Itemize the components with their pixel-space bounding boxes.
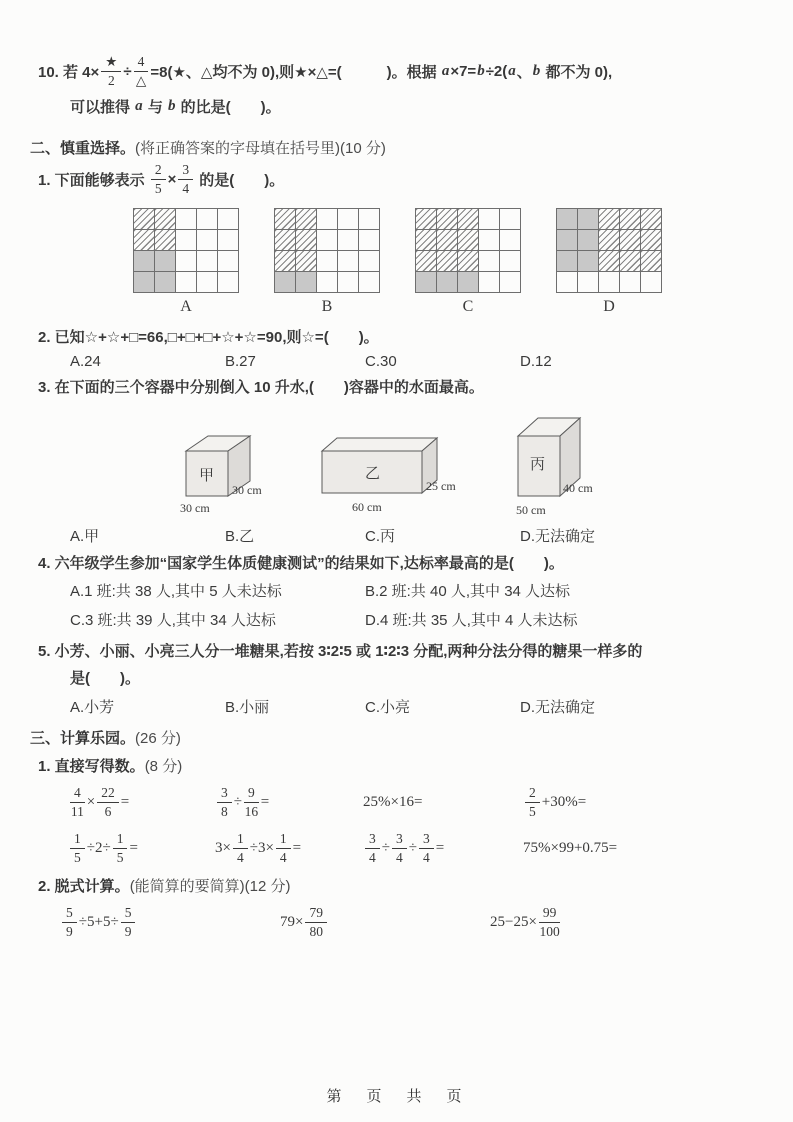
calc-expression — [215, 831, 363, 865]
fraction-grids-figure — [133, 208, 765, 316]
grid-a — [133, 208, 239, 293]
fraction-denominator: 6 — [104, 803, 112, 819]
math-text: 的比是( )。 — [176, 99, 281, 117]
grid-cell-gray — [155, 251, 176, 272]
math-text: ÷2÷ — [86, 839, 111, 856]
option-c: C.丙 — [365, 528, 396, 546]
grid-cell-white — [317, 209, 338, 230]
grid-cell-gray — [437, 272, 458, 293]
fraction-numerator: 3 — [178, 162, 193, 180]
grid-cell-gray — [155, 272, 176, 293]
fraction-numerator: 4 — [70, 785, 85, 803]
grid-cell-white — [500, 230, 521, 251]
math-variable: b — [168, 98, 176, 115]
math-text: = — [292, 839, 302, 856]
fraction-denominator: 4 — [422, 849, 430, 865]
question-5-stem-line2: 是( )。 — [70, 670, 140, 688]
grid-cell-white — [317, 272, 338, 293]
math-text: 10. 若 4× — [38, 63, 100, 81]
fraction-numerator: 2 — [525, 785, 540, 803]
question-4-options — [70, 580, 765, 630]
math-text: 与 — [143, 99, 168, 117]
math-text: = — [129, 839, 138, 856]
fraction — [70, 785, 85, 819]
grid-cell-hatched — [620, 209, 641, 230]
section-2-title — [30, 137, 765, 158]
grid-cell-white — [641, 272, 662, 293]
box-top-face — [322, 438, 437, 451]
grid-cell-white — [197, 251, 218, 272]
grid-cell-gray — [557, 209, 578, 230]
option-d: D.无法确定 — [520, 528, 596, 546]
grid-cell-white — [176, 230, 197, 251]
math-variable: b — [532, 62, 541, 79]
math-text: 25%×16= — [363, 793, 423, 810]
math-variable: a — [441, 62, 450, 79]
grid-cell-white — [218, 209, 239, 230]
grid-cell-white — [197, 230, 218, 251]
fraction-numerator: 5 — [62, 905, 77, 923]
grid-cell-hatched — [458, 209, 479, 230]
section-3-title-main: 三、计算乐园。 — [30, 730, 136, 748]
math-text: 、 — [516, 63, 532, 81]
mental-calc-row-2 — [68, 828, 765, 868]
fraction-denominator: 9 — [66, 923, 73, 939]
question-3-stem: 3. 在下面的三个容器中分别倒入 10 升水,( )容器中的水面最高。 — [38, 379, 484, 397]
math-text: ÷2( — [485, 62, 508, 80]
grid-cell-gray — [578, 251, 599, 272]
fraction-denominator: 5 — [154, 180, 162, 196]
fraction-numerator: 3 — [217, 785, 232, 803]
grid-cell-white — [338, 251, 359, 272]
fraction-denominator: 100 — [539, 923, 560, 939]
grid-c — [415, 208, 521, 293]
fraction-denominator: 4 — [182, 180, 190, 196]
math-text: +30%= — [541, 793, 587, 810]
fraction — [419, 831, 434, 865]
fraction-denominator: 4 — [236, 849, 244, 865]
fraction-denominator: 9 — [124, 923, 132, 939]
grid-cell-white — [500, 272, 521, 293]
math-text: ÷ — [381, 839, 390, 856]
container-bing-width: 50 cm — [516, 503, 546, 518]
grid-cell-gray — [134, 251, 155, 272]
grid-cell-hatched — [599, 209, 620, 230]
option-d: D.4 班:共 35 人,其中 4 人未达标 — [365, 612, 578, 630]
section-2-title-main: 二、慎重选择。 — [30, 140, 136, 158]
fraction — [392, 831, 407, 865]
grid-cell-white — [500, 251, 521, 272]
grid-a-label: A — [180, 298, 192, 316]
grid-cell-white — [578, 272, 599, 293]
subsection-2-title-main: 2. 脱式计算。 — [38, 878, 130, 896]
math-text: ÷5+5÷ — [78, 913, 119, 930]
written-calc-row — [60, 901, 765, 943]
container-bing — [516, 418, 593, 517]
math-text: 可以推得 — [70, 99, 135, 117]
option-b: B.27 — [225, 353, 256, 371]
grid-cell-white — [218, 272, 239, 293]
grid-cell-gray — [557, 230, 578, 251]
math-text: 的是( )。 — [195, 171, 285, 189]
grid-cell-white — [599, 272, 620, 293]
container-bing-depth: 40 cm — [563, 481, 593, 496]
grid-cell-gray — [578, 209, 599, 230]
grid-cell-white — [479, 209, 500, 230]
grid-cell-gray — [578, 230, 599, 251]
page-footer: 第 页 共 页 — [326, 1088, 467, 1105]
container-yi-depth: 25 cm — [426, 479, 456, 494]
calc-expression — [280, 905, 490, 939]
question-5-stem-line1: 5. 小芳、小丽、小亮三人分一堆糖果,若按 3∶2∶5 或 1∶2∶3 分配,两种分法分得的糖果一样多的 — [38, 643, 643, 661]
fraction — [151, 162, 166, 196]
fraction — [62, 905, 77, 939]
calc-expression — [523, 785, 765, 819]
fraction-numerator: 4 — [134, 54, 149, 72]
fraction-denominator: 5 — [116, 849, 124, 865]
fraction — [101, 54, 121, 88]
grid-cell-hatched — [437, 209, 458, 230]
grid-cell-hatched — [641, 209, 662, 230]
container-yi — [322, 438, 456, 514]
subsection-1-title-note: (8 分) — [144, 758, 183, 776]
math-text: 25−25× — [490, 913, 537, 930]
grid-cell-white — [317, 230, 338, 251]
fraction-numerator: 99 — [539, 905, 561, 923]
question-3-options — [70, 525, 765, 546]
math-text: = — [260, 793, 270, 810]
fraction — [113, 831, 128, 865]
grid-b-label: B — [321, 298, 333, 316]
grid-cell-hatched — [134, 209, 155, 230]
fraction — [134, 54, 149, 88]
math-variable: a — [508, 62, 516, 79]
grid-cell-hatched — [599, 230, 620, 251]
grid-cell-hatched — [296, 230, 317, 251]
fraction-numerator: 1 — [113, 831, 128, 849]
option-c: C.30 — [365, 353, 397, 371]
fraction-numerator: 22 — [97, 785, 119, 803]
grid-cell-hatched — [458, 230, 479, 251]
fraction — [244, 785, 259, 819]
container-jia-name: 甲 — [199, 468, 215, 485]
calc-expression — [60, 905, 280, 939]
option-b: B.乙 — [225, 528, 255, 546]
question-5-options — [70, 696, 765, 717]
math-text: =8(★、△均不为 0),则★×△=( )。根据 — [150, 63, 441, 81]
grid-cell-hatched — [641, 251, 662, 272]
option-a: A.甲 — [70, 528, 100, 546]
option-a: A.小芳 — [70, 699, 115, 717]
math-text: × — [167, 170, 177, 188]
math-text: × — [86, 793, 96, 810]
grid-cell-white — [620, 272, 641, 293]
question-10-line1 — [38, 54, 765, 88]
fraction — [121, 905, 136, 939]
fraction-numerator: 79 — [305, 905, 327, 923]
calc-expression — [68, 831, 215, 865]
math-text: 都不为 0), — [541, 63, 613, 81]
math-text: ÷ — [123, 62, 132, 80]
calc-expression — [363, 831, 523, 865]
fraction-numerator: 5 — [121, 905, 136, 923]
question-1-stem — [38, 162, 765, 196]
container-yi-name: 乙 — [365, 466, 381, 483]
grid-cell-hatched — [458, 251, 479, 272]
calc-expression — [215, 785, 363, 819]
grid-cell-hatched — [155, 209, 176, 230]
fraction — [276, 831, 291, 865]
fraction-denominator: 4 — [395, 849, 403, 865]
container-yi-width: 60 cm — [352, 500, 382, 515]
option-b: B.小丽 — [225, 699, 270, 717]
grid-cell-white — [479, 272, 500, 293]
grid-cell-hatched — [599, 251, 620, 272]
grid-cell-white — [197, 209, 218, 230]
math-text: ÷3× — [249, 839, 274, 856]
grid-cell-hatched — [275, 230, 296, 251]
question-2-stem: 2. 已知☆+☆+□=66,□+□+□+☆+☆=90,则☆=( )。 — [38, 329, 379, 347]
grid-d-label: D — [603, 298, 615, 316]
math-variable: a — [135, 98, 143, 115]
grid-cell-white — [197, 272, 218, 293]
subsection-2-title-note: (能简算的要简算)(12 分) — [129, 878, 291, 896]
section-3-title-note: (26 分) — [135, 730, 181, 748]
grid-cell-hatched — [275, 209, 296, 230]
math-text: 3× — [215, 839, 231, 856]
fraction-denominator: 4 — [279, 849, 287, 865]
grid-cell-white — [317, 251, 338, 272]
grid-cell-hatched — [155, 230, 176, 251]
grid-cell-white — [500, 209, 521, 230]
calc-expression — [523, 840, 765, 857]
grid-cell-gray — [557, 251, 578, 272]
section-2-title-note: (将正确答案的字母填在括号里)(10 分) — [135, 140, 386, 158]
grid-cell-hatched — [416, 251, 437, 272]
calc-expression — [490, 905, 765, 939]
fraction-denominator: 11 — [70, 803, 84, 819]
fraction — [365, 831, 380, 865]
grid-cell-white — [338, 230, 359, 251]
fraction — [217, 785, 232, 819]
math-text: = — [435, 839, 445, 856]
math-text: 1. 下面能够表示 — [38, 171, 149, 189]
grid-cell-white — [338, 209, 359, 230]
question-10-line2 — [70, 96, 765, 117]
fraction-numerator: 3 — [392, 831, 407, 849]
fraction-numerator: 1 — [233, 831, 248, 849]
grid-cell-gray — [134, 272, 155, 293]
math-text: 75%×99+0.75= — [523, 839, 618, 856]
option-b: B.2 班:共 40 人,其中 34 人达标 — [365, 583, 571, 601]
container-jia — [180, 436, 262, 515]
fraction-denominator: 2 — [107, 72, 115, 88]
subsection-1-title — [38, 755, 765, 776]
grid-cell-white — [176, 272, 197, 293]
calc-expression — [363, 794, 523, 811]
fraction — [97, 785, 119, 819]
option-d: D.无法确定 — [520, 699, 596, 717]
fraction — [525, 785, 540, 819]
grid-cell-white — [176, 209, 197, 230]
grid-cell-white — [479, 251, 500, 272]
grid-cell-white — [359, 230, 380, 251]
math-variable: b — [477, 62, 485, 79]
grid-cell-hatched — [134, 230, 155, 251]
math-text: ÷ — [233, 793, 242, 810]
fraction-denominator: 4 — [369, 849, 376, 865]
fraction-numerator: 9 — [244, 785, 259, 803]
option-c: C.3 班:共 39 人,其中 34 人达标 — [70, 612, 276, 630]
grid-cell-gray — [416, 272, 437, 293]
grid-cell-white — [176, 251, 197, 272]
grid-cell-white — [218, 251, 239, 272]
fraction — [539, 905, 561, 939]
option-c: C.小亮 — [365, 699, 411, 717]
subsection-2-title — [38, 875, 765, 896]
container-jia-width: 30 cm — [180, 501, 210, 516]
grid-cell-white — [359, 209, 380, 230]
fraction-denominator: 16 — [244, 803, 259, 819]
grid-cell-hatched — [437, 230, 458, 251]
grid-cell-white — [557, 272, 578, 293]
math-text: 79× — [280, 913, 304, 930]
grid-figure-a — [133, 208, 239, 316]
container-jia-depth: 30 cm — [232, 483, 262, 498]
fraction-denominator: 8 — [221, 803, 228, 819]
grid-cell-hatched — [296, 251, 317, 272]
subsection-1-title-main: 1. 直接写得数。 — [38, 758, 145, 776]
grid-figure-c — [415, 208, 521, 316]
option-a: A.1 班:共 38 人,其中 5 人未达标 — [70, 583, 282, 601]
grid-cell-gray — [458, 272, 479, 293]
question-4-stem: 4. 六年级学生参加“国家学生体质健康测试”的结果如下,达标率最高的是( )。 — [38, 555, 564, 573]
option-d: D.12 — [520, 353, 552, 371]
fraction-denominator: △ — [135, 72, 147, 88]
fraction-numerator: 3 — [419, 831, 434, 849]
option-a: A.24 — [70, 353, 101, 371]
question-2-options — [70, 353, 765, 370]
fraction — [233, 831, 248, 865]
grid-cell-hatched — [620, 251, 641, 272]
fraction-numerator: 1 — [276, 831, 291, 849]
grid-c-label: C — [462, 298, 474, 316]
fraction-denominator: 5 — [74, 849, 81, 865]
grid-cell-hatched — [275, 251, 296, 272]
grid-cell-white — [218, 230, 239, 251]
grid-cell-hatched — [641, 230, 662, 251]
container-bing-name: 丙 — [530, 457, 546, 474]
fraction-denominator: 5 — [529, 803, 536, 819]
fraction-denominator: 80 — [309, 923, 323, 939]
grid-cell-white — [338, 272, 359, 293]
grid-cell-gray — [275, 272, 296, 293]
question-10 — [30, 54, 765, 117]
math-text: = — [120, 793, 130, 810]
grid-cell-hatched — [416, 209, 437, 230]
grid-figure-b — [274, 208, 380, 316]
grid-cell-hatched — [416, 230, 437, 251]
math-text: ×7= — [450, 62, 477, 80]
fraction-numerator: 1 — [70, 831, 85, 849]
calc-expression — [68, 785, 215, 819]
fraction-numerator: 2 — [151, 162, 166, 180]
grid-cell-white — [359, 251, 380, 272]
math-text: ÷ — [408, 839, 417, 856]
grid-figure-d — [556, 208, 662, 316]
grid-cell-hatched — [296, 209, 317, 230]
fraction — [305, 905, 327, 939]
section-3-title — [30, 727, 765, 748]
containers-figure — [150, 407, 640, 519]
fraction-numerator: 3 — [365, 831, 380, 849]
fraction — [70, 831, 85, 865]
fraction — [178, 162, 193, 196]
grid-b — [274, 208, 380, 293]
grid-cell-gray — [296, 272, 317, 293]
grid-d — [556, 208, 662, 293]
grid-cell-white — [359, 272, 380, 293]
grid-cell-hatched — [620, 230, 641, 251]
fraction-numerator: ★ — [101, 54, 121, 72]
grid-cell-white — [479, 230, 500, 251]
mental-calc-row-1 — [68, 782, 765, 822]
grid-cell-hatched — [437, 251, 458, 272]
